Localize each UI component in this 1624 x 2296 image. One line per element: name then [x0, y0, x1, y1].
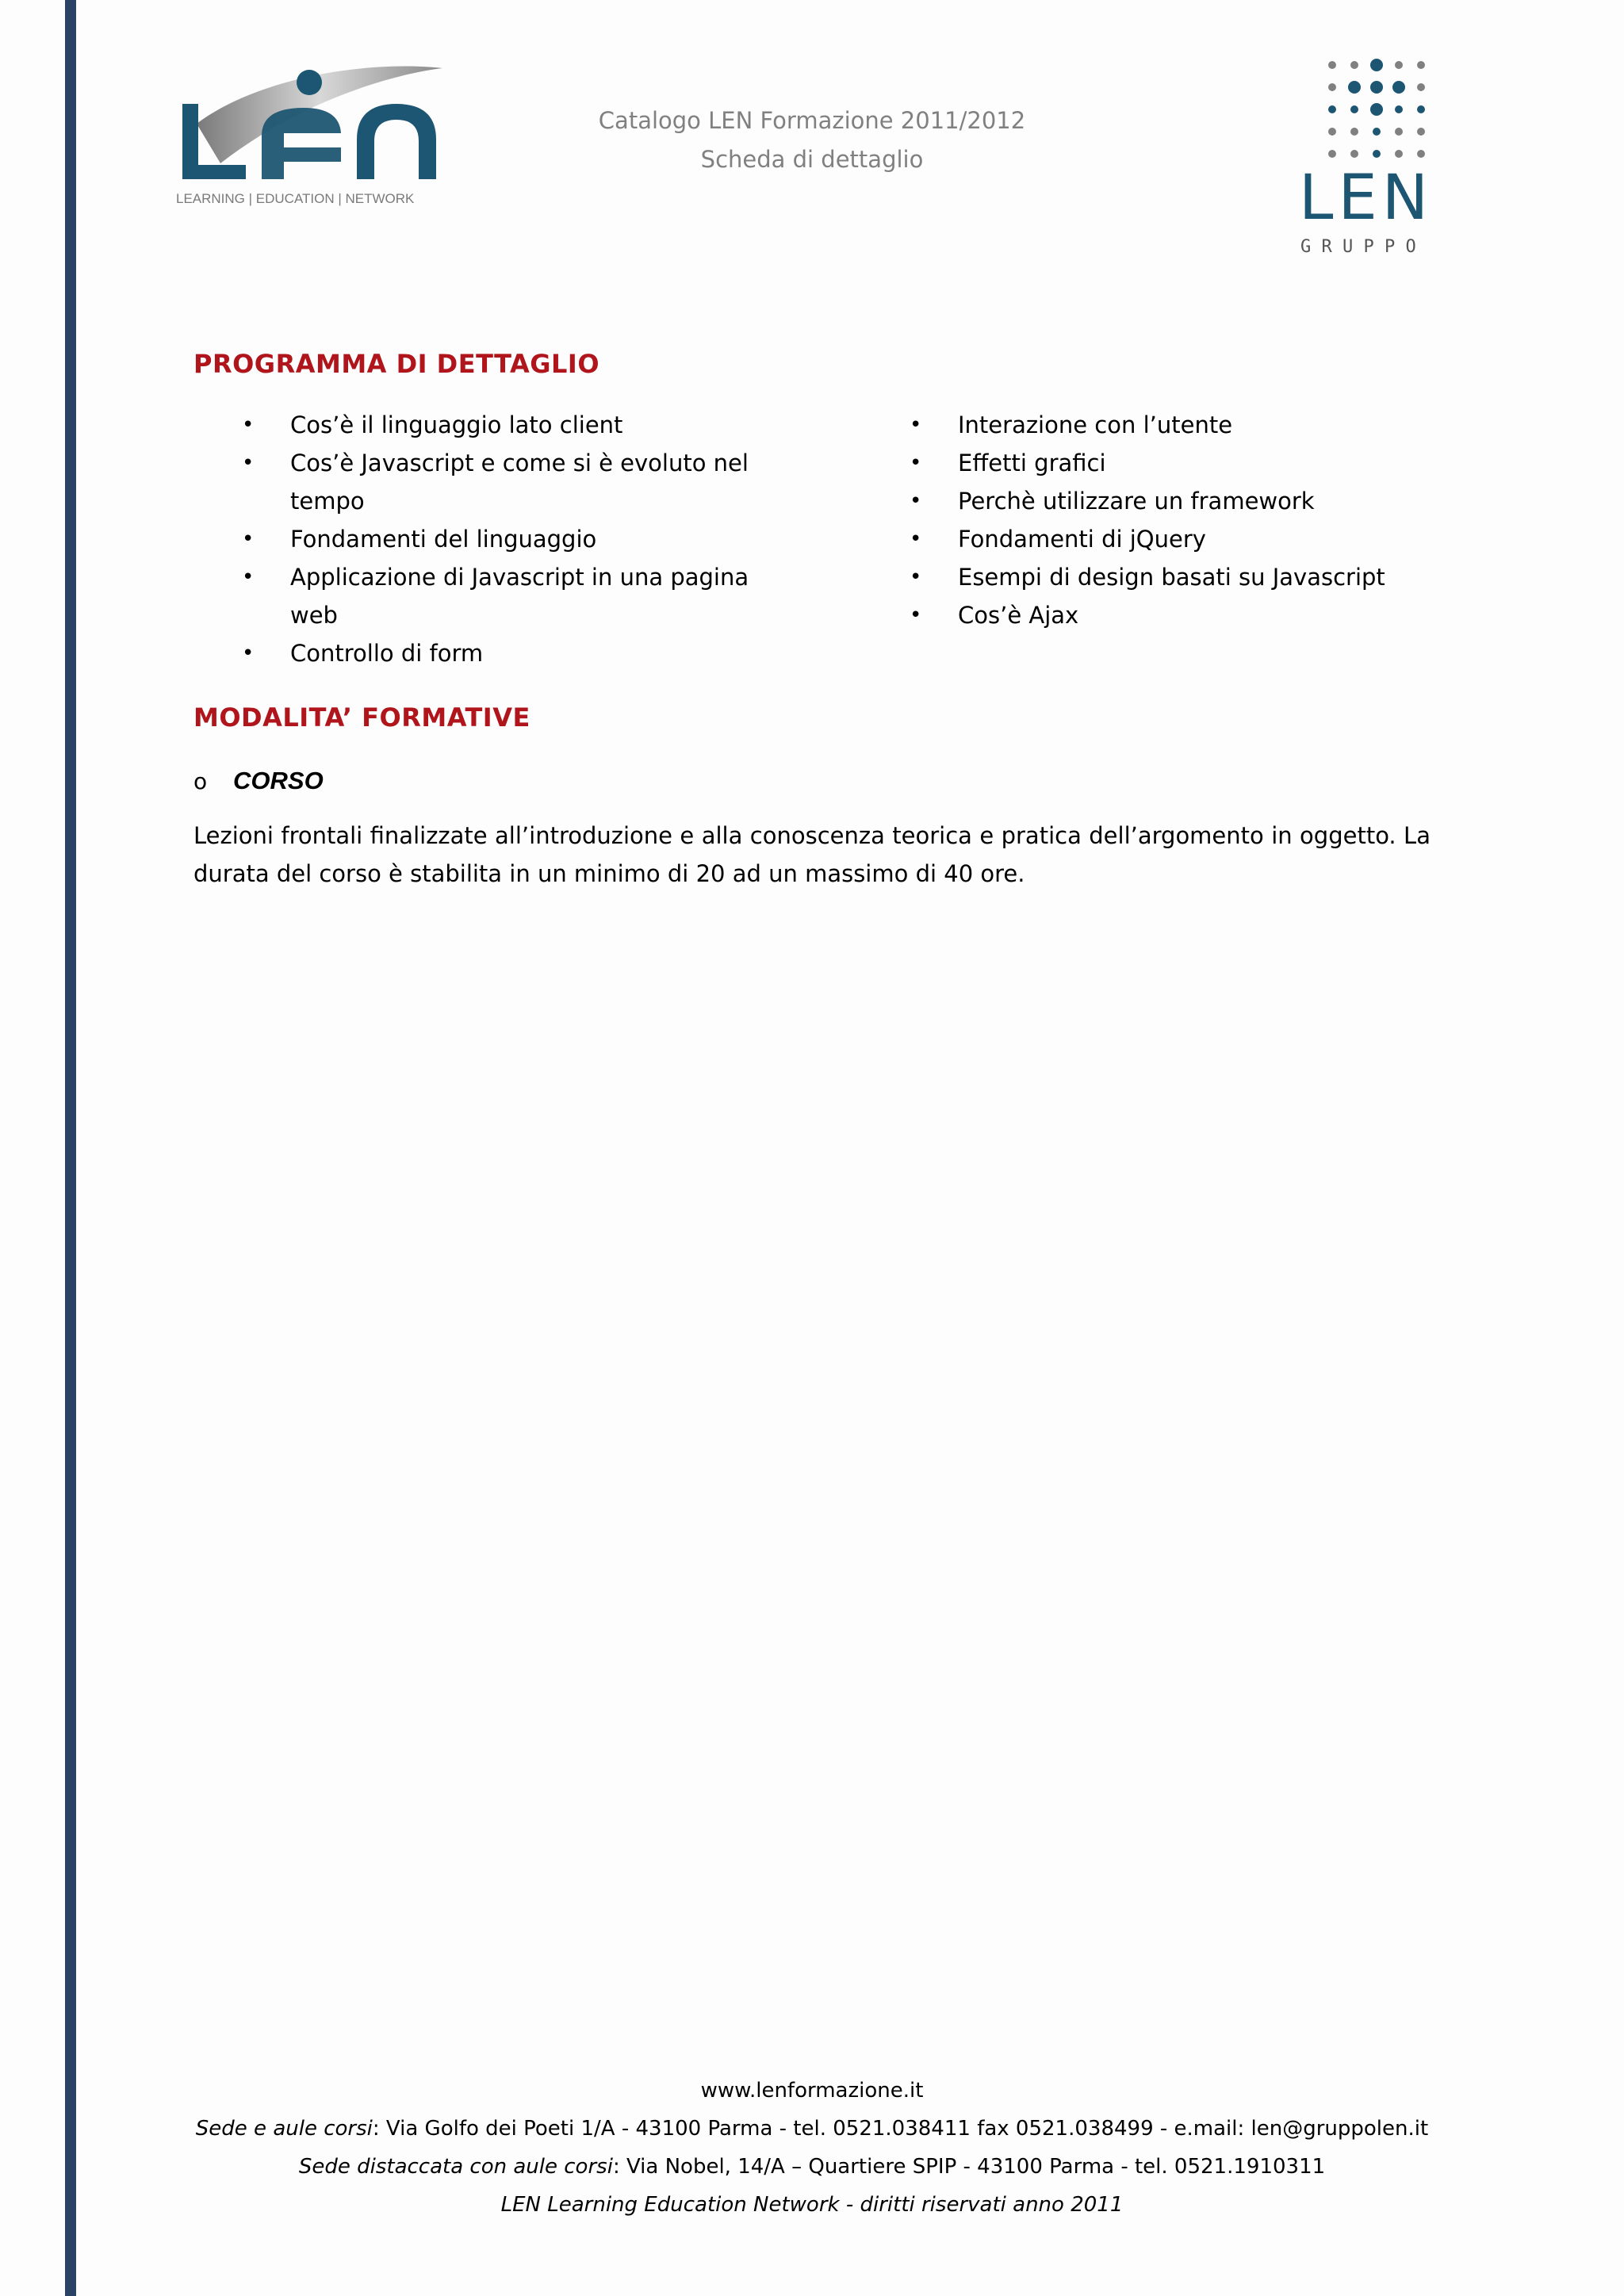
len-gruppo-wordmark: LEN: [1299, 163, 1434, 234]
list-item: • Cos’è Ajax: [906, 596, 1461, 634]
logo-dot: [1417, 83, 1425, 91]
modalita-heading: MODALITA’ FORMATIVE: [193, 702, 530, 733]
program-list-left: [238, 406, 793, 672]
footer-address-main: Sede e aule corsi: Via Golfo dei Poeti 1/A - 43100 Parma - tel. 0521.038411 fax 0521.038499 - e.mail: len@gruppolen.it: [195, 2117, 1429, 2141]
list-item: • Fondamenti del linguaggio: [238, 520, 793, 558]
footer-address-secondary: Sede distaccata con aule corsi: Via Nobel, 14/A – Quartiere SPIP - 43100 Parma - tel. 0521.1910311: [298, 2155, 1326, 2179]
logo-dot: [1328, 61, 1336, 69]
catalog-subtitle: Scheda di dettaglio: [700, 146, 924, 173]
footer-website: www.lenformazione.it: [700, 2079, 924, 2103]
logo-dot: [1370, 81, 1383, 94]
list-item: • Cos’è Javascript e come si è evoluto nel tempo: [238, 444, 793, 520]
programma-heading: PROGRAMMA DI DETTAGLIO: [193, 349, 600, 379]
logo-dot: [1348, 81, 1361, 94]
bullet-icon: •: [910, 489, 922, 513]
logo-dot: [1328, 83, 1336, 91]
left-margin-bar: [65, 0, 76, 2296]
list-item: • Fondamenti di jQuery: [906, 520, 1461, 558]
list-item: • Cos’è il linguaggio lato client: [238, 406, 793, 444]
bullet-icon: •: [910, 527, 922, 551]
bullet-icon: •: [242, 527, 255, 551]
list-item: • Interazione con l’utente: [906, 406, 1461, 444]
logo-dot: [1350, 61, 1358, 69]
catalog-title: Catalogo LEN Formazione 2011/2012: [598, 107, 1026, 134]
bullet-icon: •: [242, 451, 255, 475]
footer-copyright: LEN Learning Education Network - diritti riservati anno 2011: [500, 2193, 1124, 2217]
list-item: • Applicazione di Javascript in una pagina web: [238, 558, 793, 634]
logo-dot: [1392, 81, 1405, 94]
bullet-icon: •: [910, 565, 922, 589]
len-gruppo-subtext: G R U P P O: [1300, 237, 1416, 257]
bullet-icon: •: [242, 641, 255, 665]
circle-bullet-icon: o: [193, 768, 208, 794]
list-item: • Effetti grafici: [906, 444, 1461, 482]
bullet-icon: •: [910, 413, 922, 437]
bullet-icon: •: [242, 413, 255, 437]
corso-description: Lezioni frontali finalizzate all’introduzione e alla conoscenza teorica e pratica dell’argomento in oggetto. La durata del corso è stabilita in un minimo di 20 ad un massimo di 40 ore.: [193, 822, 1431, 887]
bullet-icon: •: [910, 451, 922, 475]
list-item: • Controllo di form: [238, 634, 793, 672]
logo-dot: [1417, 61, 1425, 69]
len-logo-tagline: LEARNING | EDUCATION | NETWORK: [176, 191, 415, 206]
program-list-right: [906, 406, 1461, 634]
bullet-icon: •: [242, 565, 255, 589]
list-item: • Perchè utilizzare un framework: [906, 482, 1461, 520]
corso-label: CORSO: [233, 767, 324, 794]
logo-dot: [1370, 59, 1383, 71]
bullet-icon: •: [910, 603, 922, 627]
logo-dot: [1395, 61, 1403, 69]
list-item: • Esempi di design basati su Javascript: [906, 558, 1461, 596]
len-logo: [173, 60, 449, 211]
